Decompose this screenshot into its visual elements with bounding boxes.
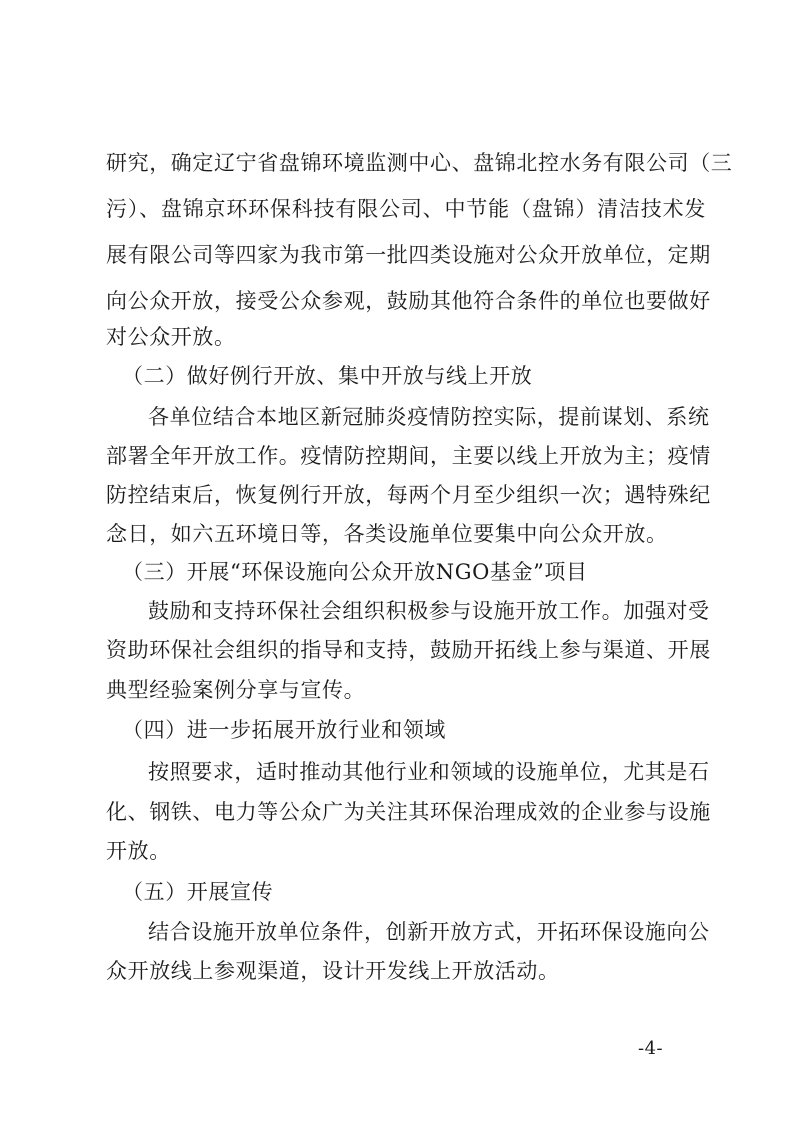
paragraph-line: 资助环保社会组织的指导和支持，鼓励开拓线上参与渠道、开展 bbox=[106, 638, 711, 662]
paragraph-line: 化、钢铁、电力等公众广为关注其环保治理成效的企业参与设施 bbox=[106, 800, 711, 824]
paragraph-line: 展有限公司等四家为我市第一批四类设施对公众开放单位，定期 bbox=[106, 243, 711, 267]
page-number: -4- bbox=[638, 1038, 664, 1059]
paragraph-line: 对公众开放。 bbox=[106, 325, 236, 349]
paragraph-line: 向公众开放，接受公众参观，鼓励其他符合条件的单位也要做好 bbox=[106, 289, 711, 313]
paragraph-line: 污）、盘锦京环环保科技有限公司、中节能（盘锦）清洁技术发 bbox=[106, 197, 706, 221]
paragraph-line: 结合设施开放单位条件，创新开放方式，开拓环保设施向公 bbox=[148, 920, 710, 944]
paragraph-line: 典型经验案例分享与宣传。 bbox=[106, 678, 366, 702]
paragraph-line: 开放。 bbox=[106, 839, 171, 863]
paragraph-line: 鼓励和支持环保社会组织积极参与设施开放工作。加强对受 bbox=[148, 599, 710, 623]
paragraph-line: 各单位结合本地区新冠肺炎疫情防控实际，提前谋划、系统 bbox=[148, 405, 710, 429]
paragraph-line: 防控结束后，恢复例行开放，每两个月至少组织一次；遇特殊纪 bbox=[106, 483, 711, 507]
paragraph-line: 按照要求，适时推动其他行业和领域的设施单位，尤其是石 bbox=[148, 760, 710, 784]
paragraph-line: 众开放线上参观渠道，设计开发线上开放活动。 bbox=[106, 959, 560, 983]
paragraph-line: 念日，如六五环境日等，各类设施单位要集中向公众开放。 bbox=[106, 522, 668, 546]
paragraph-line: 部署全年开放工作。疫情防控期间，主要以线上开放为主；疫情 bbox=[106, 444, 711, 468]
section-heading: （三）开展“环保设施向公众开放NGO基金”项目 bbox=[122, 560, 588, 584]
section-heading: （五）开展宣传 bbox=[122, 880, 274, 904]
paragraph-line: 研究，确定辽宁省盘锦环境监测中心、盘锦北控水务有限公司（三 bbox=[106, 151, 733, 175]
section-heading: （四）进一步拓展开放行业和领域 bbox=[122, 718, 446, 742]
section-heading: （二）做好例行开放、集中开放与线上开放 bbox=[122, 364, 533, 388]
